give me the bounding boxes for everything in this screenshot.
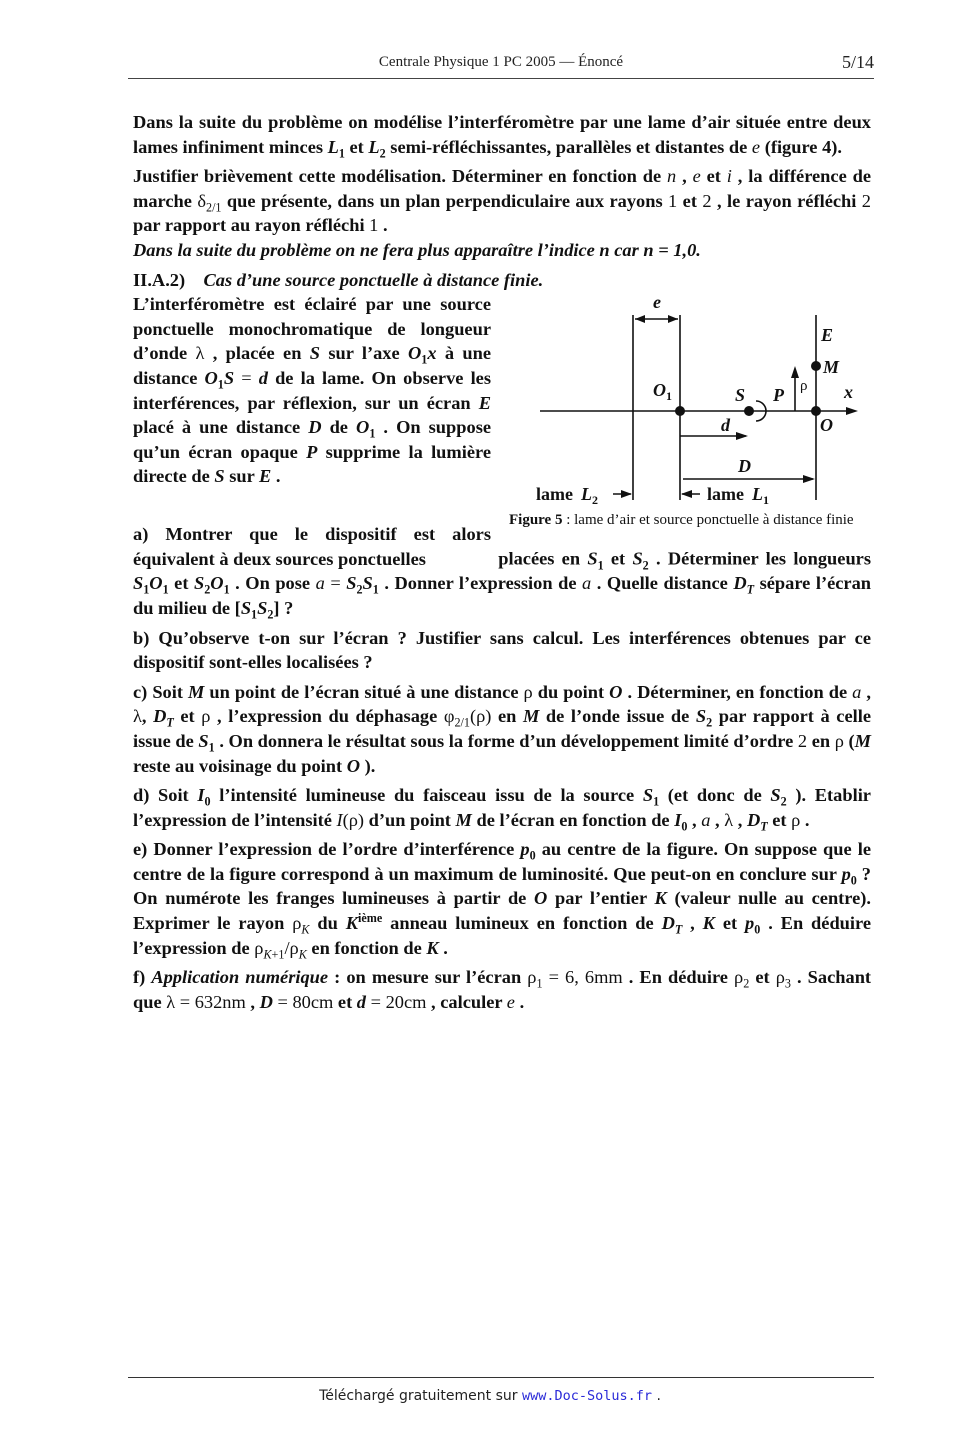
doc-solus-link[interactable]: www.Doc-Solus.fr	[521, 1388, 653, 1404]
page-header	[128, 52, 874, 79]
label-D: D	[738, 456, 751, 477]
intro-note: Dans la suite du problème on ne fera plus apparaître l’indice n car n = 1,0.	[133, 239, 701, 260]
section-number: II.A.2)	[133, 269, 186, 290]
question-e: e) Donner l’expression de l’ordre d’interférence $p_0$ au centre de la figure. On suppose que le centre de la figure correspond à un maximum de luminosité. Que peut-on en conclure sur $p_0$ ? On numérote les franges lumineuses à partir de O par l’entier K (valeur nulle au centre). Exprimer le rayon $\rho_K$ du $K^{ième}$ anneau lumineux en fonction de $D_T$ , K et $p_0$ . En déduire l’expression de $\rho_{K+1}/\rho_K$ en fonction de K .	[133, 839, 872, 962]
label-M: M	[823, 357, 840, 378]
question-a: a) Montrer que le dispositif est alors équivalent à deux sources ponctuelles placées en $S_1$ et $S_2$ . Déterminer les longueurs $S_1O_1$ et $S_2O_1$ . On pose $a = S_2S_1$ . Donner l’expression de a . Quelle distance $D_T$ sépare l’écran du milieu de $[S_1S_2]$ ?	[133, 524, 872, 622]
section-title: Cas d’une source ponctuelle à distance finie.	[203, 269, 544, 290]
label-O: O	[820, 415, 833, 436]
label-e: e	[653, 292, 661, 313]
page-number: 5/14	[841, 52, 874, 72]
footer-divider	[128, 1377, 874, 1378]
page-body	[133, 110, 871, 1019]
setup-paragraph: L’interféromètre est éclairé par une source ponctuelle monochromatique de longueur d’onde λ , placée en S sur l’axe $O_1x$ à une distance $O_1S = d$ de la lame. On observe les interférences, par réflexion, sur un écran E placé à une distance D de $O_1$ . On suppose qu’un écran opaque P supprime la lumière directe de S sur E .	[133, 294, 492, 487]
label-E: E	[821, 325, 834, 346]
document-title: Centrale Physique 1 PC 2005 — Énoncé	[378, 54, 624, 70]
label-S: S	[735, 385, 746, 406]
intro-paragraph-1: Dans la suite du problème on modélise l’interféromètre par une lame d’air située entre deux lames infiniment minces $L_1$ et $L_2$ semi-réfléchissantes, parallèles et distantes de e (figure 4).	[133, 112, 871, 161]
label-lame-L1: lame $L_1$	[707, 484, 769, 508]
question-b: b) Qu’observe t-on sur l’écran ? Justifier sans calcul. Les interférences obtenues par ce dispositif sont-elles localisées ?	[133, 627, 871, 673]
label-P: P	[773, 385, 784, 406]
intro-paragraph-2: Justifier brièvement cette modélisation. Déterminer en fonction de n , e et i , la différence de marche $\delta_{2/1}$ que présente, dans un plan perpendiculaire aux rayons 1 et 2 , le rayon réfléchi 2 par rapport au rayon réfléchi 1 .	[133, 166, 871, 236]
label-lame-L2: lame $L_2$	[536, 484, 598, 508]
label-x: x	[844, 382, 853, 403]
label-d: d	[721, 415, 730, 436]
question-d: d) Soit $I_0$ l’intensité lumineuse du faisceau issu de la source $S_1$ (et donc de $S_2$ ). Etablir l’expression de l’intensité I(ρ) d’un point M de l’écran en fonction de $I_0$ , a , λ , $D_T$ et ρ .	[133, 785, 871, 834]
label-O1: $O_1$	[653, 380, 672, 404]
question-f: f) Application numérique : on mesure sur l’écran $\rho_1 = 6$, 6mm . En déduire $\rho_2$ et $\rho_3$ . Sachant que λ = 632nm , D = 80cm et d = 20cm , calculer e .	[133, 967, 872, 1012]
question-c: c) Soit M un point de l’écran situé à une distance ρ du point O . Déterminer, en fonction de a , λ, $D_T$ et ρ , l’expression du déphasage $\varphi_{2/1}(\rho)$ en M de l’onde issue de $S_2$ par rapport à celle issue de $S_1$ . On donnera le résultat sous la forme d’un développement limité d’ordre 2 en ρ (M reste au voisinage du point O ).	[133, 681, 872, 776]
page-footer: Téléchargé gratuitement sur www.Doc-Solus.fr .	[319, 1388, 661, 1404]
figure-caption: Figure 5 : lame d’air et source ponctuelle à distance finie	[509, 512, 854, 529]
label-rho: ρ	[800, 378, 808, 395]
